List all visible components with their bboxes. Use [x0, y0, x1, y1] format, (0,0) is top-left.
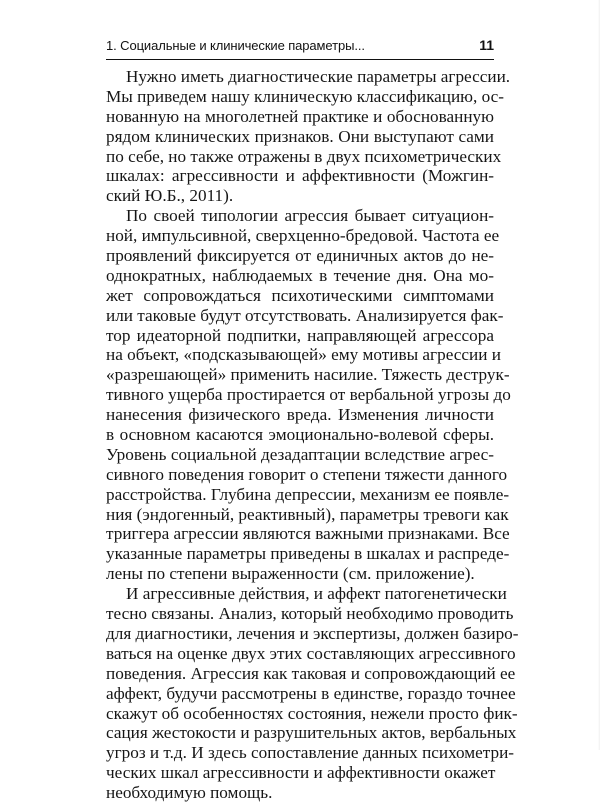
paragraph	[106, 67, 511, 206]
text-line: И агрессивные действия, и аффект патогенетически	[126, 584, 507, 604]
text-line: поведения. Агрессия как таковая и сопровождающий ее	[106, 663, 516, 683]
header-rule	[106, 59, 494, 60]
text-line: ваться на оценке двух этих составляющих агрессивного	[106, 643, 516, 663]
running-head	[106, 35, 494, 57]
running-title: 1. Социальные и клинические параметры...	[106, 38, 365, 53]
text-line: рядом клинических признаков. Они выступают сами	[106, 126, 494, 146]
body-text	[106, 67, 519, 803]
text-line: Мы приведем нашу клиническую классификацию, ос-	[106, 86, 504, 106]
text-line: ния (эндогенный, реактивный), параметры тревоги как	[106, 504, 509, 524]
text-line: сивного поведения говорит о степени тяжести данного	[106, 464, 508, 484]
text-line: на объект, «подсказывающей» ему мотивы агрессии и	[106, 345, 501, 365]
text-line: лены по степени выраженности (см. приложение).	[106, 564, 475, 584]
text-line: шкалах: агрессивности и аффективности (Можгин-	[106, 166, 494, 186]
text-line: угроз и т.д. И здесь сопоставление данных психометри-	[106, 743, 515, 763]
text-line: или таковые будут отсутствовать. Анализируется фак-	[106, 305, 504, 325]
page-number: 11	[479, 37, 494, 53]
text-line: тивного ущерба простирается от вербальной угрозы до	[106, 385, 511, 405]
text-line: указанные параметры приведены в шкалах и распреде-	[106, 544, 510, 564]
text-line: в основном касаются эмоционально-волевой сферы.	[106, 425, 494, 445]
text-line: тесно связаны. Анализ, который необходимо проводить	[106, 604, 514, 624]
paragraph	[106, 206, 511, 584]
text-line: необходимую помощь.	[106, 783, 273, 803]
text-line: ский Ю.Б., 2011).	[106, 186, 234, 206]
text-line: проявлений фиксируется от единичных актов до не-	[106, 246, 494, 266]
text-line: сация жестокости и разрушительных актов, вербальных	[106, 723, 517, 743]
text-line: «разрешающей» применить насилие. Тяжесть деструк-	[106, 365, 510, 385]
text-line: аффект, будучи рассмотрены в единстве, гораздо точнее	[106, 683, 516, 703]
paragraph	[106, 584, 519, 803]
text-line: Нужно иметь диагностические параметры агрессии.	[126, 67, 511, 86]
text-line: ческих шкал агрессивности и аффективности окажет	[106, 763, 496, 783]
text-line: нованную на многолетней практике и обоснованную	[106, 106, 494, 126]
text-line: нанесения физического вреда. Изменения личности	[106, 405, 494, 425]
text-line: жет сопровождаться психотическими симптомами	[106, 285, 494, 305]
text-line: по себе, но также отражены в двух психометрических	[106, 146, 502, 166]
text-line: тор идеаторной подпитки, направляющей агрессора	[106, 325, 494, 345]
text-line: Уровень социальной дезадаптации вследствие агрес-	[106, 444, 494, 464]
text-line: ной, импульсивной, сверхценно-бредовой. Частота ее	[106, 226, 500, 246]
text-line: расстройства. Глубина депрессии, механизм ее появле-	[106, 484, 510, 504]
text-line: однократных, наблюдаемых в течение дня. Она мо-	[106, 265, 494, 285]
text-line: скажут об особенностях состояния, нежели просто фик-	[106, 703, 518, 723]
text-line: для диагностики, лечения и экспертизы, должен базиро-	[106, 623, 519, 643]
text-line: триггера агрессии являются важными признаками. Все	[106, 524, 510, 544]
text-line: По своей типологии агрессия бывает ситуацион-	[126, 206, 494, 226]
